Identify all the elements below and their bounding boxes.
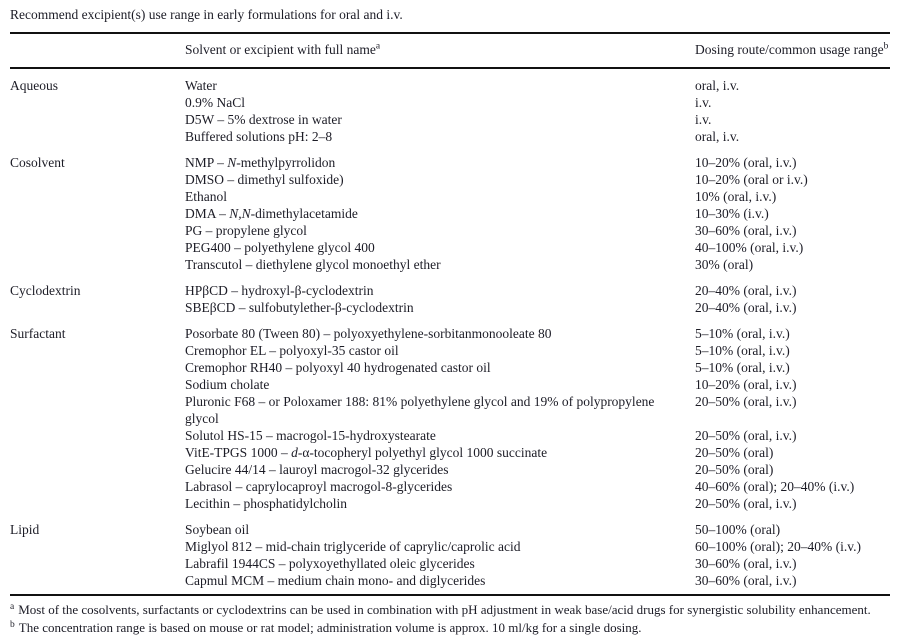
excipient-name: SBEβCD – sulfobutylether-β-cyclodextrin	[185, 300, 414, 315]
excipient-name: Lecithin – phosphatidylcholin	[185, 496, 347, 511]
dosing-range: 5–10% (oral, i.v.)	[695, 326, 790, 341]
excipient-name: VitE-TPGS 1000 – d-α-tocopheryl polyethyl glycol 1000 succinate	[185, 445, 548, 460]
category-label: Cyclodextrin	[10, 283, 81, 298]
dosing-range: 20–50% (oral)	[695, 445, 774, 460]
dosing-range: 50–100% (oral)	[695, 522, 781, 537]
category-label: Cosolvent	[10, 155, 65, 170]
footnotes	[10, 596, 890, 637]
dosing-range: oral, i.v.	[695, 129, 740, 144]
excipient-name: Posorbate 80 (Tween 80) – polyoxyethylene-sorbitanmonooleate 80	[185, 326, 552, 341]
dosing-range: 30–60% (oral, i.v.)	[695, 556, 797, 571]
footnote-b-text: The concentration range is based on mouse or rat model; administration volume is approx. 10 ml/kg for a single dosing.	[18, 620, 642, 635]
excipient-name: Labrasol – caprylocaproyl macrogol-8-glycerides	[185, 479, 453, 494]
footnote-b	[10, 619, 890, 637]
footnote-b-marker: b	[10, 619, 15, 630]
dosing-range: 30–60% (oral, i.v.)	[695, 573, 797, 588]
footnote-marker-b: b	[883, 41, 889, 52]
footnote-a-text: Most of the cosolvents, surfactants or cyclodextrins can be used in combination with pH adjustment in weak base/acid drugs for synergistic solubility enhancement.	[18, 602, 871, 617]
column-header-dosing-label: Dosing route/common usage range	[695, 42, 884, 57]
excipient-name: Pluronic F68 – or Poloxamer 188: 81% polyethylene glycol and 19% of polypropylene glycol	[185, 394, 655, 426]
dosing-range: 30% (oral)	[695, 257, 754, 272]
category-label: Aqueous	[10, 78, 58, 93]
excipient-name: Cremophor RH40 – polyoxyl 40 hydrogenated castor oil	[185, 360, 491, 375]
dosing-range: i.v.	[695, 95, 712, 110]
column-header-solvent	[185, 42, 695, 58]
excipient-name: Labrafil 1944CS – polyxoyethyllated oleic glycerides	[185, 556, 475, 571]
column-header-dosing	[695, 42, 890, 58]
dosing-range: 40–60% (oral); 20–40% (i.v.)	[695, 479, 855, 494]
dosing-range: 5–10% (oral, i.v.)	[695, 360, 790, 375]
dosing-range: 20–50% (oral, i.v.)	[695, 428, 797, 443]
column-header-solvent-label: Solvent or excipient with full name	[185, 42, 376, 57]
table-group	[10, 282, 890, 316]
dosing-range: 20–50% (oral)	[695, 462, 774, 477]
dosing-range: oral, i.v.	[695, 78, 740, 93]
dosing-range: 20–40% (oral, i.v.)	[695, 283, 797, 298]
dosing-range: 10–30% (i.v.)	[695, 206, 769, 221]
excipient-name: DMA – N,N-dimethylacetamide	[185, 206, 358, 221]
dosing-range: 20–50% (oral, i.v.)	[695, 394, 797, 409]
excipient-name: Miglyol 812 – mid-chain triglyceride of caprylic/caprolic acid	[185, 539, 521, 554]
table-group	[10, 325, 890, 512]
dosing-range: 10–20% (oral, i.v.)	[695, 155, 797, 170]
excipient-name: Ethanol	[185, 189, 227, 204]
excipient-name: PG – propylene glycol	[185, 223, 307, 238]
excipient-name: DMSO – dimethyl sulfoxide)	[185, 172, 344, 187]
excipient-name: Buffered solutions pH: 2–8	[185, 129, 333, 144]
dosing-range: 10% (oral, i.v.)	[695, 189, 777, 204]
excipient-name: Cremophor EL – polyoxyl-35 castor oil	[185, 343, 399, 358]
footnote-a-marker: a	[10, 601, 15, 612]
table-caption: Recommend excipient(s) use range in early formulations for oral and i.v.	[10, 7, 403, 22]
excipient-name: NMP – N-methylpyrrolidon	[185, 155, 336, 170]
category-label: Lipid	[10, 522, 40, 537]
excipient-name: Soybean oil	[185, 522, 250, 537]
table-body	[10, 69, 890, 589]
excipient-name: Capmul MCM – medium chain mono- and diglycerides	[185, 573, 486, 588]
excipient-name: 0.9% NaCl	[185, 95, 245, 110]
dosing-range: 10–20% (oral, i.v.)	[695, 377, 797, 392]
dosing-range: 30–60% (oral, i.v.)	[695, 223, 797, 238]
excipient-name: Gelucire 44/14 – lauroyl macrogol-32 glycerides	[185, 462, 449, 477]
dosing-range: 20–50% (oral, i.v.)	[695, 496, 797, 511]
excipient-name: Solutol HS-15 – macrogol-15-hydroxystearate	[185, 428, 436, 443]
excipient-name: PEG400 – polyethylene glycol 400	[185, 240, 375, 255]
footnote-marker-a: a	[375, 41, 381, 52]
table-group	[10, 77, 890, 145]
excipient-name: Transcutol – diethylene glycol monoethyl ether	[185, 257, 441, 272]
table-group	[10, 154, 890, 273]
dosing-range: 5–10% (oral, i.v.)	[695, 343, 790, 358]
dosing-range: 10–20% (oral or i.v.)	[695, 172, 808, 187]
excipient-name: Water	[185, 78, 217, 93]
excipient-name: Sodium cholate	[185, 377, 270, 392]
category-label: Surfactant	[10, 326, 66, 341]
dosing-range: 60–100% (oral); 20–40% (i.v.)	[695, 539, 861, 554]
footnote-a	[10, 601, 890, 619]
excipient-name: HPβCD – hydroxyl-β-cyclodextrin	[185, 283, 374, 298]
dosing-range: 40–100% (oral, i.v.)	[695, 240, 804, 255]
dosing-range: i.v.	[695, 112, 712, 127]
excipient-name: D5W – 5% dextrose in water	[185, 112, 342, 127]
table-header-row	[10, 34, 890, 67]
dosing-range: 20–40% (oral, i.v.)	[695, 300, 797, 315]
table-group	[10, 521, 890, 589]
